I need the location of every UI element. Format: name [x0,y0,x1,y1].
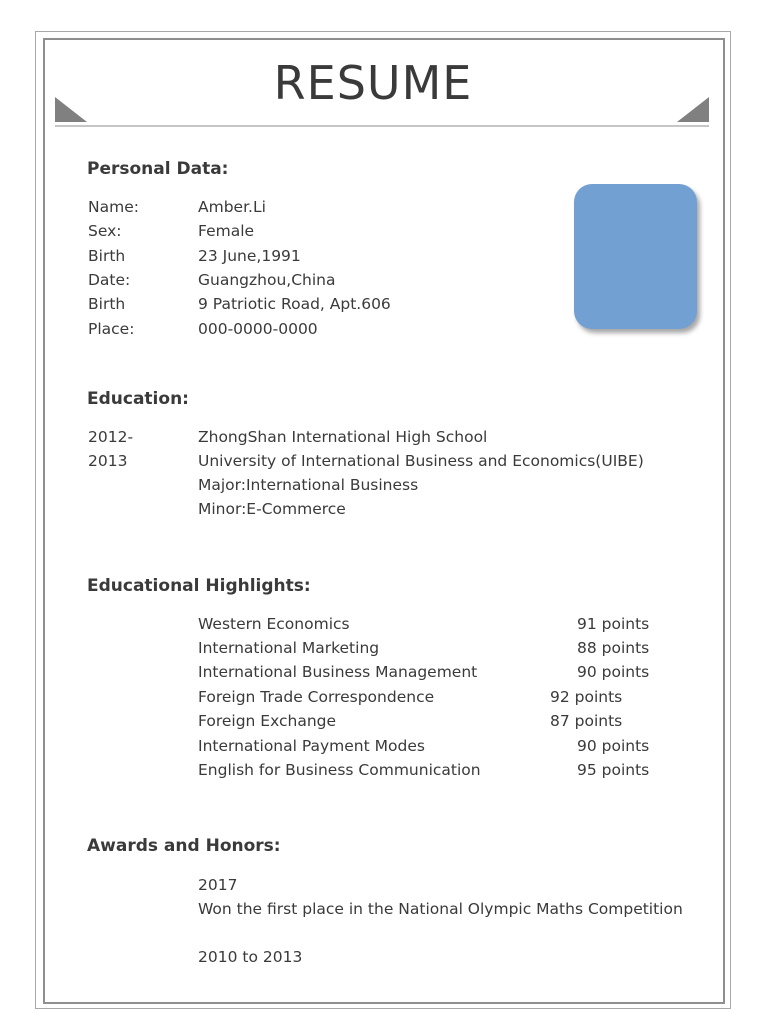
award-year: 2010 to 2013 [198,948,303,966]
personal-value-phone: 000-0000-0000 [198,320,318,338]
personal-value-sex: Female [198,222,255,240]
award-year: 2017 [198,876,238,894]
personal-label: Name: [88,198,139,216]
personal-value-name: Amber.Li [198,198,266,216]
personal-label: Place: [88,320,135,338]
highlight-course: Foreign Trade Correspondence [198,688,435,706]
highlight-score: 92 points [550,688,623,706]
highlight-score: 91 points [577,615,650,633]
personal-value-birth-place: Guangzhou,China [198,271,336,289]
highlight-course: International Marketing [198,639,380,657]
personal-label: Birth [88,247,126,265]
education-line: Major:International Business [198,476,419,494]
highlight-score: 87 points [550,712,623,730]
personal-label: Sex: [88,222,122,240]
photo-placeholder [574,184,697,329]
personal-label: Birth [88,295,126,313]
personal-data-heading: Personal Data: [87,159,229,179]
highlight-course: International Business Management [198,663,478,681]
resume-frame [43,38,725,1004]
education-year: 2013 [88,452,128,470]
resume-title-text: RESUME [273,56,473,110]
highlight-course: Foreign Exchange [198,712,337,730]
highlight-course: Western Economics [198,615,350,633]
title-underline [55,125,709,127]
education-line: Minor:E-Commerce [198,500,346,518]
education-line: ZhongShan International High School [198,428,488,446]
award-description: Won the first place in the National Olympic Maths Competition [198,900,683,918]
highlight-score: 90 points [577,737,650,755]
awards-heading: Awards and Honors: [87,836,281,856]
personal-label: Date: [88,271,131,289]
personal-value-birth-date: 23 June,1991 [198,247,301,265]
highlights-heading: Educational Highlights: [87,576,311,596]
highlight-course: English for Business Communication [198,761,481,779]
education-line: University of International Business and Economics(UIBE) [198,452,644,470]
highlight-score: 90 points [577,663,650,681]
resume-title [45,56,725,110]
highlight-course: International Payment Modes [198,737,425,755]
personal-value-address: 9 Patriotic Road, Apt.606 [198,295,391,313]
highlight-score: 88 points [577,639,650,657]
education-heading: Education: [87,389,189,409]
education-year: 2012- [88,428,134,446]
highlight-score: 95 points [577,761,650,779]
